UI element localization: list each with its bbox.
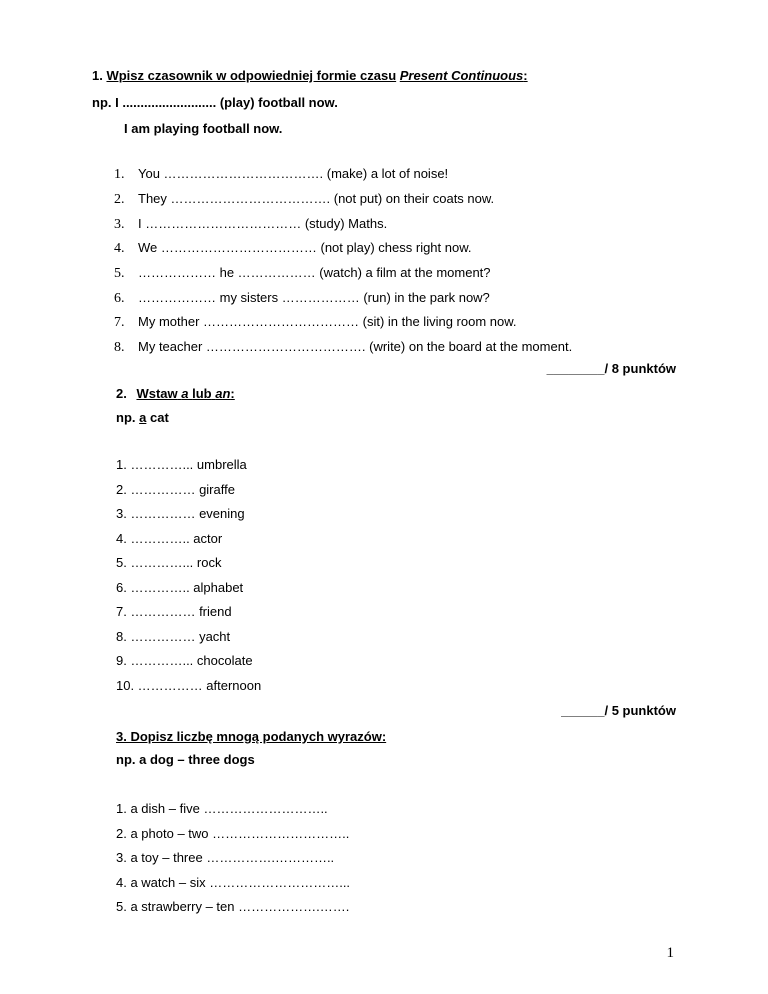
section2-item: 2. …………… giraffe	[116, 482, 235, 497]
section3-example: np. a dog – three dogs	[116, 752, 255, 767]
section2-item: 3. …………… evening	[116, 506, 245, 521]
section1-item	[114, 166, 448, 183]
section2-example-prefix: np.	[116, 410, 136, 425]
section2-item: 7. …………… friend	[116, 604, 232, 619]
section1-item-text: I ……………………………… (study) Maths.	[138, 216, 388, 231]
section1-item	[114, 216, 387, 233]
section1-item-number: 3.	[114, 217, 125, 232]
section2-heading-colon: :	[230, 386, 235, 401]
section1-item-number: 6.	[114, 291, 125, 306]
section1-item	[114, 191, 494, 208]
section1-item-number: 2.	[114, 192, 125, 207]
section1-item	[114, 314, 517, 331]
section1-item-text: My teacher ………………………………. (write) on the board at the moment.	[138, 339, 573, 354]
section1-heading-colon: :	[523, 68, 528, 83]
section3-heading: 3. Dopisz liczbę mnogą podanych wyrazów:	[116, 729, 387, 744]
section1-heading-tense: Present Continuous	[399, 68, 524, 83]
section2-heading-num: 2.	[116, 386, 127, 401]
page-number: 1	[666, 945, 674, 961]
section2-heading-text: Wstaw	[136, 386, 178, 401]
section2-item: 6. ………….. alphabet	[116, 580, 244, 595]
section1-item-number: 5.	[114, 266, 125, 281]
section1-item	[114, 240, 472, 257]
section3-item: 4. a watch – six …………………………...	[116, 875, 351, 890]
section3-item: 1. a dish – five ………………………..	[116, 801, 328, 816]
section1-heading-num: 1.	[92, 68, 103, 83]
section2-item: 4. ………….. actor	[116, 531, 223, 546]
section1-item-text: ……………… my sisters ……………… (run) in the park now?	[138, 290, 490, 305]
section1-example: np. I .......................... (play) football now.	[92, 95, 338, 110]
section1-item-text: You ………………………………. (make) a lot of noise!	[138, 166, 449, 181]
section2-example-article: a	[139, 410, 147, 425]
section1-item-number: 8.	[114, 340, 125, 355]
section2-score: ______/ 5 punktów	[561, 703, 676, 718]
section2-item: 1. …………... umbrella	[116, 457, 247, 472]
section2-heading-or: lub	[192, 386, 212, 401]
section2-example-word: cat	[149, 410, 169, 425]
section1-heading-text: Wpisz czasownik w odpowiedniej formie czasu	[106, 68, 397, 83]
section3-item: 3. a toy – three …………….…………..	[116, 850, 335, 865]
section1-score: ________/ 8 punktów	[546, 361, 676, 376]
section1-item-text: My mother ……………………………… (sit) in the living room now.	[138, 314, 517, 329]
section1-item-number: 4.	[114, 241, 125, 256]
section2-heading	[116, 386, 235, 401]
section1-item-text: ……………… he ……………… (watch) a film at the moment?	[138, 265, 491, 280]
section2-heading-an: an	[215, 386, 231, 401]
section1-example-answer: I am playing football now.	[124, 121, 283, 136]
section2-heading-a: a	[181, 386, 189, 401]
section1-item-text: They ………………………………. (not put) on their coats now.	[138, 191, 495, 206]
section2-example	[116, 410, 169, 425]
section1-item	[114, 290, 490, 307]
section1-item	[114, 265, 491, 282]
section2-item: 5. …………... rock	[116, 555, 222, 570]
section1-item-number: 1.	[114, 167, 125, 182]
section1-item-number: 7.	[114, 315, 125, 330]
section3-item: 5. a strawberry – ten ……………….…….	[116, 899, 350, 914]
section1-heading	[92, 68, 528, 83]
section2-item: 9. …………... chocolate	[116, 653, 253, 668]
section2-item: 10. …………… afternoon	[116, 678, 262, 693]
section3-item: 2. a photo – two …………………………..	[116, 826, 350, 841]
section1-item	[114, 339, 572, 356]
section2-item: 8. …………… yacht	[116, 629, 231, 644]
section1-item-text: We ……………………………… (not play) chess right now.	[138, 240, 472, 255]
